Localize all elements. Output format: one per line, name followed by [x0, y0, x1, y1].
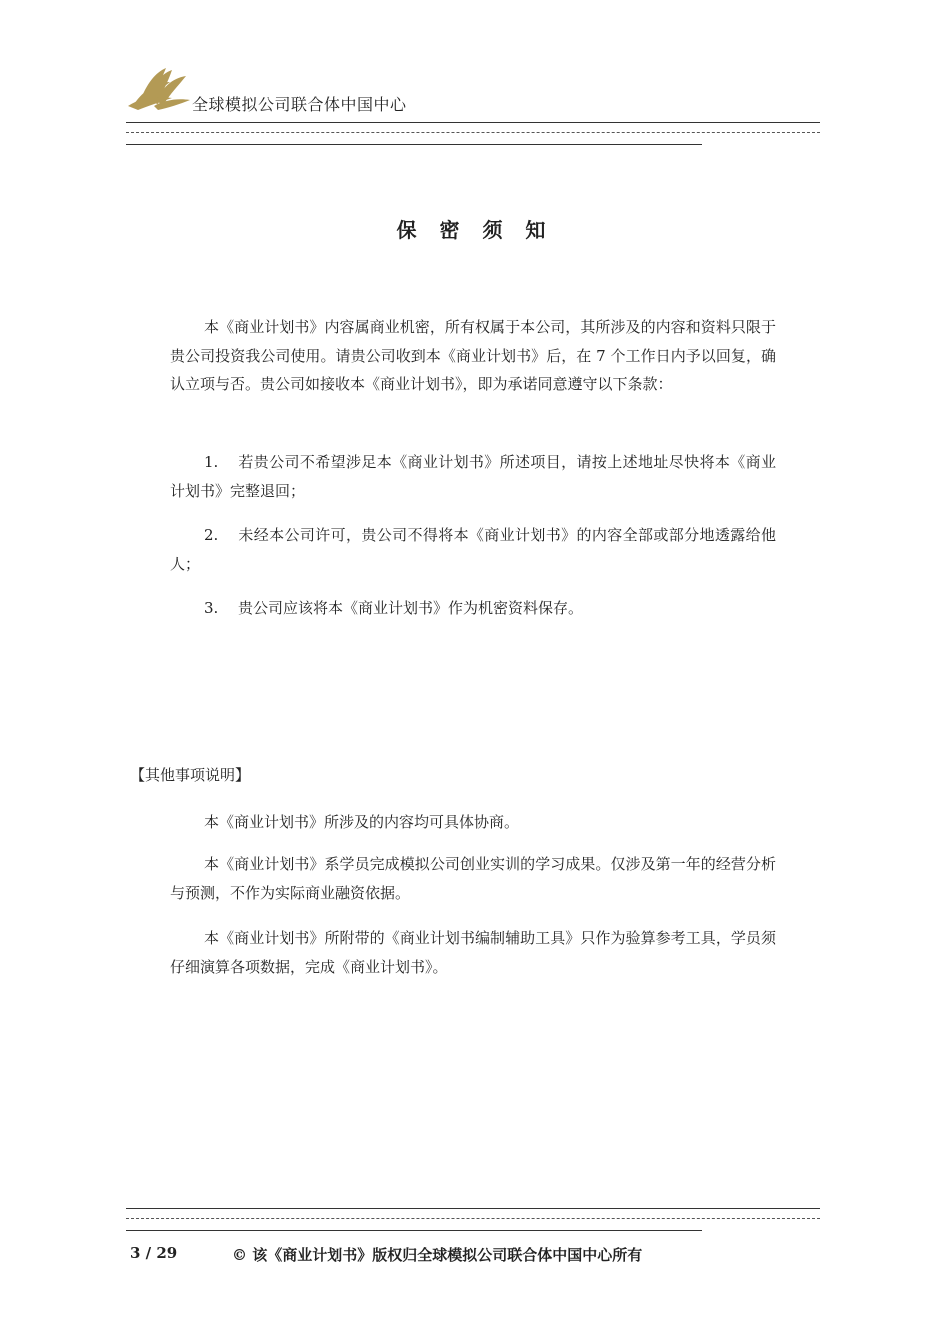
page-title: 保 密 须 知 [396, 218, 554, 242]
note-text: 本《商业计划书》所涉及的内容均可具体协商。 [204, 813, 520, 831]
list-item [170, 594, 776, 623]
page-number: 3 / 29 [130, 1244, 178, 1262]
item-number: 3. [204, 599, 219, 617]
copyright-notice: © 该《商业计划书》版权归全球模拟公司联合体中国中心所有 [232, 1246, 643, 1264]
item-text: 未经本公司许可，贵公司不得将本《商业计划书》的内容全部或部分地透露给他人； [170, 526, 776, 573]
item-number: 2. [204, 526, 219, 544]
note-paragraph [170, 808, 776, 837]
notice-intro [170, 313, 776, 399]
item-number: 1. [204, 453, 219, 471]
note-paragraph [170, 850, 776, 907]
lotus-logo-icon [126, 64, 192, 114]
section-heading: 【其他事项说明】 [130, 766, 251, 784]
organization-name: 全球模拟公司联合体中国中心 [192, 95, 407, 114]
item-text: 若贵公司不希望涉足本《商业计划书》所述项目，请按上述地址尽快将本《商业计划书》完整退回； [170, 453, 776, 500]
item-text: 贵公司应该将本《商业计划书》作为机密资料保存。 [238, 599, 584, 617]
note-text: 本《商业计划书》系学员完成模拟公司创业实训的学习成果。仅涉及第一年的经营分析与预测，不作为实际商业融资依据。 [170, 855, 776, 902]
notice-intro-text: 本《商业计划书》内容属商业机密，所有权属于本公司，其所涉及的内容和资料只限于贵公司投资我公司使用。请贵公司收到本《商业计划书》后，在 7 个工作日内予以回复，确认立项与否。贵公司如接收本《商业计划书》，即为承诺同意遵守以下条款： [170, 318, 776, 393]
note-paragraph [170, 924, 776, 981]
note-text: 本《商业计划书》所附带的《商业计划书编制辅助工具》只作为验算参考工具，学员须仔细演算各项数据，完成《商业计划书》。 [170, 929, 776, 976]
list-item [170, 448, 776, 505]
list-item [170, 521, 776, 578]
